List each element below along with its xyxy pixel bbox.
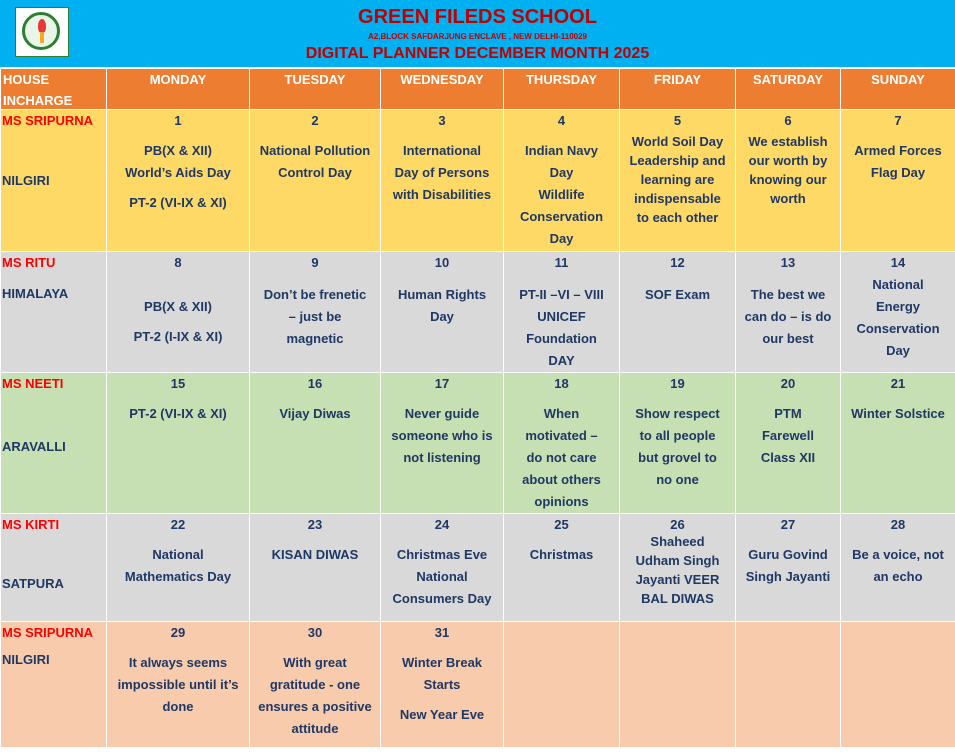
event-text: SOF Exam xyxy=(644,287,711,302)
event-text: Shaheed Udham Singh Jayanti VEER BAL DIWAS xyxy=(635,534,720,606)
day-cell xyxy=(250,514,381,622)
house-header-label: HOUSE xyxy=(3,72,50,87)
event-text: PT-II –VI – VIII UNICEF Foundation DAY xyxy=(519,287,604,368)
day-cell xyxy=(841,110,955,252)
day-number: 28 xyxy=(890,517,906,532)
day-number: 21 xyxy=(890,376,906,391)
event-text: National Energy Conservation Day xyxy=(856,277,940,358)
day-number: 31 xyxy=(434,625,450,640)
day-cell xyxy=(841,373,955,514)
day-cell xyxy=(250,622,381,748)
event-text: Be a voice, not an echo xyxy=(852,547,944,584)
teacher-name: MS NEETI xyxy=(2,376,64,391)
day-number: 14 xyxy=(890,255,906,270)
day-cell xyxy=(841,514,955,622)
day-cell xyxy=(381,622,504,748)
incharge-header-label: INCHARGE xyxy=(3,93,73,108)
day-number: 22 xyxy=(170,517,186,532)
day-number: 9 xyxy=(311,255,319,270)
event-text: Indian Navy Day Wildlife Conservation Day xyxy=(519,143,604,246)
event-text: World Soil Day Leadership and learning are indispensable to each other xyxy=(629,134,726,225)
day-number: 27 xyxy=(780,517,796,532)
day-cell xyxy=(736,252,841,373)
day-number: 7 xyxy=(894,113,902,128)
day-number: 15 xyxy=(170,376,186,391)
event-text: Show respect to all people but grovel to no one xyxy=(635,406,720,487)
day-number: 23 xyxy=(307,517,323,532)
day-cell xyxy=(107,110,250,252)
event-text: With great gratitude - one ensures a positive attitude xyxy=(258,655,372,736)
event-text: Winter Break Starts New Year Eve xyxy=(399,655,485,722)
day-cell xyxy=(107,373,250,514)
day-cell xyxy=(250,373,381,514)
day-cell xyxy=(841,622,955,748)
day-number: 12 xyxy=(670,255,685,270)
event-text: Never guide someone who is not listening xyxy=(391,406,493,465)
day-number: 30 xyxy=(307,625,323,640)
day-cell xyxy=(620,514,736,622)
day-cell xyxy=(504,622,620,748)
day-cell xyxy=(250,252,381,373)
day-cell xyxy=(736,622,841,748)
event-text: Armed Forces Flag Day xyxy=(854,143,942,180)
day-number: 18 xyxy=(554,376,569,391)
event-text: It always seems impossible until it’s done xyxy=(117,655,239,714)
school-name: GREEN FILEDS SCHOOL xyxy=(358,6,597,28)
day-number: 26 xyxy=(670,517,685,532)
event-text: Vijay Diwas xyxy=(279,406,351,421)
house-incharge-header xyxy=(1,69,107,110)
day-number: 5 xyxy=(673,113,682,128)
day-header-sunday: SUNDAY xyxy=(841,69,955,110)
day-number: 2 xyxy=(311,113,319,128)
day-cell xyxy=(504,252,620,373)
event-text: National Mathematics Day xyxy=(124,547,232,584)
day-number: 19 xyxy=(670,376,685,391)
planner-title: DIGITAL PLANNER DECEMBER MONTH 2025 xyxy=(305,45,650,62)
house-name: NILGIRI xyxy=(2,173,50,188)
day-cell xyxy=(620,252,736,373)
day-number: 29 xyxy=(170,625,186,640)
event-text: KISAN DIWAS xyxy=(271,547,359,562)
house-incharge-cell xyxy=(1,252,107,373)
event-text: PB(X & XII) World’s Aids Day PT-2 (VI-IX & XI) xyxy=(125,143,231,210)
day-cell xyxy=(620,622,736,748)
event-text: Human Rights Day xyxy=(397,287,487,324)
day-cell xyxy=(381,373,504,514)
house-incharge-cell xyxy=(1,373,107,514)
planner-calendar xyxy=(0,68,955,748)
day-number: 11 xyxy=(554,255,569,270)
day-number: 3 xyxy=(438,113,446,128)
day-number: 16 xyxy=(307,376,323,391)
day-cell xyxy=(620,110,736,252)
day-cell xyxy=(107,252,250,373)
event-text: When motivated – do not care about others opinions xyxy=(522,406,601,509)
teacher-name: MS RITU xyxy=(2,255,56,270)
day-number: 10 xyxy=(434,255,450,270)
event-text: The best we can do – is do our best xyxy=(744,287,832,346)
day-cell xyxy=(250,110,381,252)
day-cell xyxy=(381,252,504,373)
school-header xyxy=(0,0,955,67)
event-text: PB(X & XII) PT-2 (I-IX & XI) xyxy=(133,299,223,344)
day-number: 17 xyxy=(434,376,450,391)
day-header-monday: MONDAY xyxy=(107,69,250,110)
day-cell xyxy=(107,514,250,622)
day-header-thursday: THURSDAY xyxy=(504,69,620,110)
day-number: 4 xyxy=(557,113,566,128)
day-number: 6 xyxy=(784,113,792,128)
house-name: HIMALAYA xyxy=(2,286,69,301)
house-name: SATPURA xyxy=(2,576,64,591)
day-number: 24 xyxy=(434,517,450,532)
house-name: ARAVALLI xyxy=(2,439,66,454)
day-number: 8 xyxy=(174,255,182,270)
event-text: National Pollution Control Day xyxy=(259,143,371,180)
event-text: International Day of Persons with Disabilities xyxy=(392,143,492,202)
teacher-name: MS SRIPURNA xyxy=(2,625,94,640)
day-cell xyxy=(504,110,620,252)
day-header-wednesday: WEDNESDAY xyxy=(381,69,504,110)
day-header-friday: FRIDAY xyxy=(620,69,736,110)
event-text: We establish our worth by knowing our worth xyxy=(748,134,828,206)
day-cell xyxy=(504,373,620,514)
week-row xyxy=(1,514,955,622)
day-number: 20 xyxy=(780,376,796,391)
day-cell xyxy=(620,373,736,514)
week-row xyxy=(1,110,955,252)
day-cell xyxy=(381,110,504,252)
week-row xyxy=(1,622,955,748)
event-text: Winter Solstice xyxy=(851,406,945,421)
day-cell xyxy=(107,622,250,748)
teacher-name: MS SRIPURNA xyxy=(2,113,94,128)
day-header-saturday: SATURDAY xyxy=(736,69,841,110)
week-row xyxy=(1,252,955,373)
day-cell xyxy=(504,514,620,622)
day-cell xyxy=(381,514,504,622)
event-text: PTM Farewell Class XII xyxy=(760,406,816,465)
teacher-name: MS KIRTI xyxy=(2,517,60,532)
house-incharge-cell xyxy=(1,110,107,252)
event-text: Don’t be frenetic – just be magnetic xyxy=(263,287,367,346)
day-number: 25 xyxy=(554,517,569,532)
day-number: 1 xyxy=(174,113,182,128)
event-text: Guru Govind Singh Jayanti xyxy=(745,547,831,584)
event-text: Christmas Eve National Consumers Day xyxy=(392,547,492,606)
house-incharge-cell xyxy=(1,514,107,622)
day-cell xyxy=(736,110,841,252)
house-incharge-cell xyxy=(1,622,107,748)
week-row xyxy=(1,373,955,514)
day-cell xyxy=(841,252,955,373)
event-text: Christmas xyxy=(529,547,594,562)
day-cell xyxy=(736,373,841,514)
day-cell xyxy=(736,514,841,622)
event-text: PT-2 (VI-IX & XI) xyxy=(129,406,227,421)
day-header-row xyxy=(1,69,955,110)
house-name: NILGIRI xyxy=(2,652,50,667)
day-header-tuesday: TUESDAY xyxy=(250,69,381,110)
school-address: A2,BLOCK SAFDARJUNG ENCLAVE , NEW DELHI-110029 xyxy=(368,32,587,41)
day-number: 13 xyxy=(780,255,796,270)
